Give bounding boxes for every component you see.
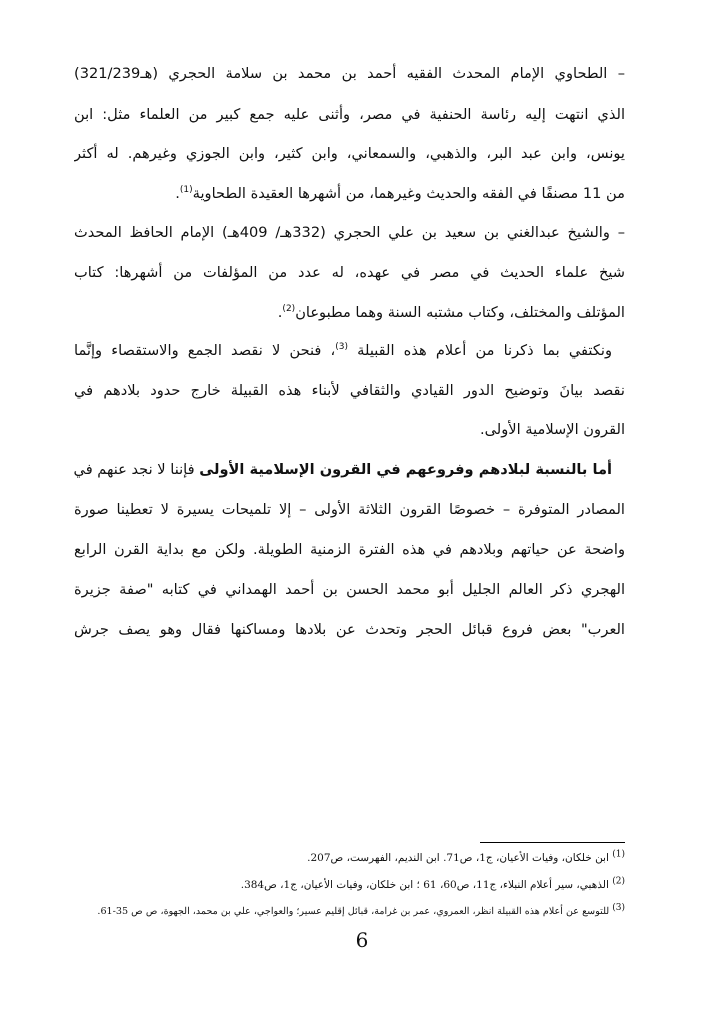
- body-line: المصادر المتوفرة – خصوصًا القرون الثلاثة الأولى – إلا تلميحات يسيرة لا تعطينا صورة: [74, 501, 625, 518]
- footnote: [307, 849, 625, 867]
- footnote-number: (3): [612, 902, 625, 913]
- body-line: [74, 181, 625, 207]
- footnote-text: الذهبي، سير أعلام النبلاء، ج11، ص60، 61 ؛ ابن خلكان، وفيات الأعيان، ج1، ص384.: [240, 879, 613, 891]
- body-line: شيخ علماء الحديث في مصر في عهده، له عدد من المؤلفات من أشهرها: كتاب: [74, 264, 625, 281]
- footnote: [241, 876, 625, 894]
- footnote-ref[interactable]: (1): [179, 185, 193, 196]
- footnote: [97, 903, 625, 921]
- body-line: واضحة عن حياتهم وبلادهم في هذه الفترة الزمنية الطويلة. ولكن مع بداية القرن الرابع: [74, 541, 625, 558]
- footnote-text: ابن خلكان، وفيات الأعيان، ج1، ص71. ابن النديم، الفهرست، ص207.: [307, 852, 613, 864]
- body-line: الذي انتهت إليه رئاسة الحنفية في مصر، وأثنى عليه جمع كبير من العلماء مثل: ابن: [74, 106, 625, 123]
- body-line: الهجري ذكر العالم الجليل أبو محمد الحسن بن أحمد الهمداني في كتابه "صفة جزيرة: [74, 581, 625, 598]
- bold-heading-text: أما بالنسبة لبلادهم وفروعهم في القرون الإسلامية الأولى: [199, 461, 612, 478]
- text-segment: ، فنحن لا نقصد الجمع والاستقصاء وإنَّما: [74, 342, 336, 359]
- text-segment: .: [277, 304, 283, 321]
- footnote-number: (1): [612, 849, 625, 860]
- body-line: – الطحاوي الإمام المحدث الفقيه أحمد بن محمد بن سلامة الحجري (هـ321/239): [74, 65, 625, 82]
- body-line: [74, 457, 612, 483]
- text-segment: من 11 مصنفًا في الفقه والحديث وغيرهما، من أشهرها العقيدة الطحاوية: [192, 185, 625, 202]
- footnote-ref[interactable]: (2): [282, 304, 296, 315]
- body-line: [74, 338, 612, 364]
- body-line: يونس، وابن عبد البر، والذهبي، والسمعاني، وابن كثير، وابن الجوزي وغيرهم. له أكثر: [74, 145, 625, 162]
- text-segment: .: [175, 185, 180, 202]
- body-line: القرون الإسلامية الأولى.: [479, 421, 625, 438]
- body-line: نقصد بيانَ وتوضيح الدور القيادي والثقافي لأبناء هذه القبيلة خارج حدود بلادهم في: [74, 382, 625, 399]
- body-line: – والشيخ عبدالغني بن سعيد بن علي الحجري (332هـ/ 409هـ) الإمام الحافظ المحدث: [74, 224, 625, 241]
- body-line: العرب" بعض فروع قبائل الحجر وتحدث عن بلادها ومساكنها فقال وهو يصف جرش: [74, 621, 625, 638]
- text-segment: ونكتفي بما ذكرنا من أعلام هذه القبيلة: [348, 342, 612, 359]
- text-segment: المؤتلف والمختلف، وكتاب مشتبه السنة وهما مطبوعان: [295, 304, 625, 321]
- footnote-text: للتوسع عن أعلام هذه القبيلة انظر، العمروي، عمر بن غرامة، قبائل إقليم عسير؛ والعواجي، علي بن محمد، الجهوة، ص ص 35-61.: [97, 906, 613, 917]
- footnote-number: (2): [612, 876, 625, 887]
- text-segment: فإننا لا نجد عنهم في: [74, 461, 200, 478]
- footnote-separator: [480, 842, 625, 843]
- body-line: [74, 300, 625, 326]
- footnote-ref[interactable]: (3): [335, 342, 349, 353]
- page-number: 6: [355, 928, 369, 952]
